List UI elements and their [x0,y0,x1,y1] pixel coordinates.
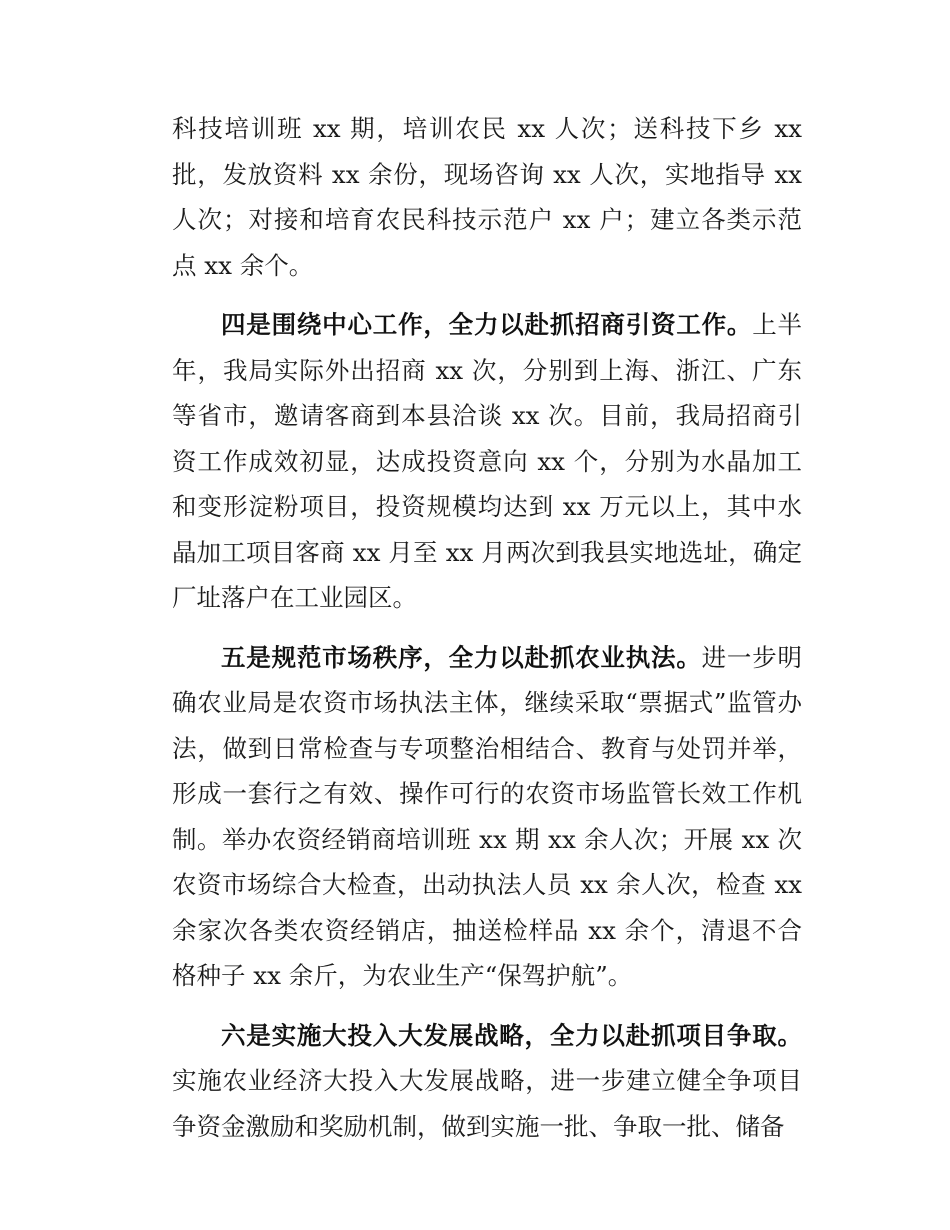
paragraph-investment [172,302,802,621]
paragraph-law-enforcement [172,635,802,999]
paragraph-text: 科技培训班 xx 期，培训农民 xx 人次；送科技下乡 xx 批，发放资料 xx 余份，现场咨询 xx 人次，实地指导 xx 人次；对接和培育农民科技示范户 xx 户；建立各类示范点 xx 余个。 [172,114,802,280]
paragraph-text: 实施农业经济大投入大发展战略，进一步建立健全争项目争资金激励和奖励机制，做到实施一批、争取一批、储备 [172,1066,802,1141]
paragraph-heading: 六是实施大投入大发展战略，全力以赴抓项目争取。 [221,1020,802,1050]
paragraph-continuation [172,106,802,288]
paragraph-heading: 五是规范市场秩序，全力以赴抓农业执法。 [221,642,702,672]
paragraph-heading: 四是围绕中心工作，全力以赴抓招商引资工作。 [221,310,753,339]
paragraph-text: 上半年，我局实际外出招商 xx 次，分别到上海、浙江、广东等省市，邀请客商到本县洽谈 xx 次。目前，我局招商引资工作成效初显，达成投资意向 xx 个，分别为水晶加工和变形淀粉项目，投资规模均达到 xx 万元以上，其中水晶加工项目客商 xx 月至 xx 月两次到我县实地选址，确定厂址落户在工业园区。 [172,310,802,612]
document-body [172,106,802,1163]
paragraph-projects [172,1013,802,1150]
paragraph-text: 进一步明确农业局是农资市场执法主体，继续采取“票据式”监管办法，做到日常检查与专项整治相结合、教育与处罚并举，形成一套行之有效、操作可行的农资市场监管长效工作机制。举办农资经销商培训班 xx 期 xx 余人次；开展 xx 次农资市场综合大检查，出动执法人员 xx 余人次，检查 xx 余家次各类农资经销店，抽送检样品 xx 余个，清退不合格种子 xx 余斤，为农业生产“保驾护航”。 [172,642,803,990]
